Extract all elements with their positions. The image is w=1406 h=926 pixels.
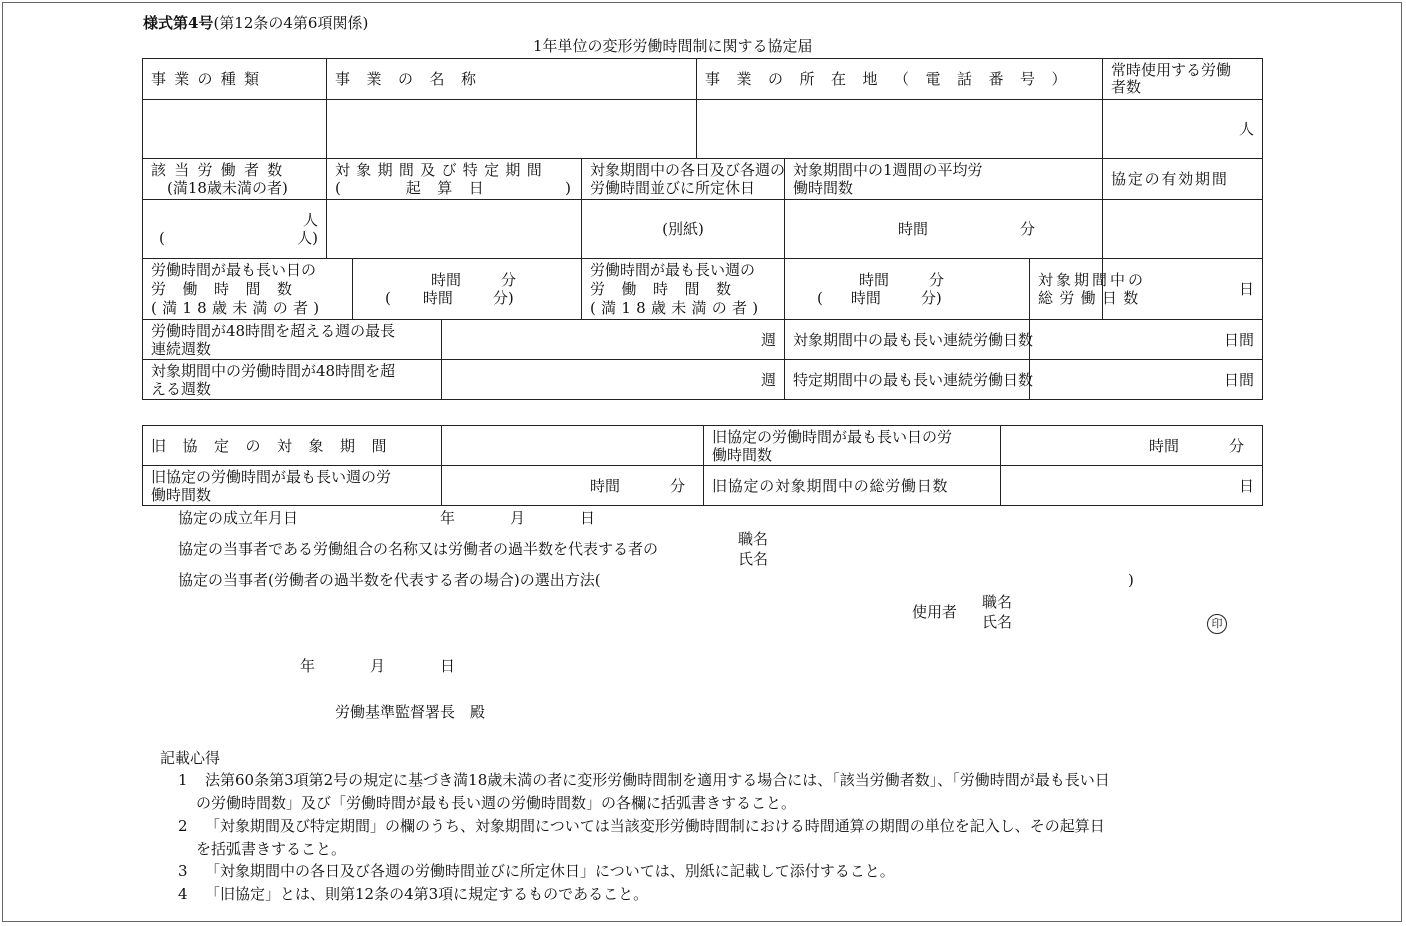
specific-consecutive-days-input[interactable]	[1030, 360, 1263, 400]
over48-max-weeks-input[interactable]	[442, 320, 785, 360]
note-2-line2: を括弧書きすること。	[196, 840, 347, 858]
business-type-header: 事業の種類	[151, 70, 268, 88]
over48-max-weeks-header-line2: 連続週数	[151, 339, 212, 358]
hours-unit: 時間	[431, 271, 462, 289]
over48-weeks-header-line2: える週数	[151, 379, 212, 398]
seal-text: 印	[1207, 614, 1227, 634]
minutes-unit: 分	[1229, 436, 1245, 455]
election-method-close: )	[1128, 571, 1134, 589]
longest-day-hours-input[interactable]	[353, 259, 582, 320]
old-total-days-input[interactable]	[1001, 466, 1263, 506]
note-3-line1: 「対象期間中の各日及び各週の労働時間並びに所定休日」については、別紙に記載して添付すること。	[205, 862, 895, 880]
note-1-line2: の労働時間数」及び「労働時間が最も長い週の労働時間数」の各欄に括弧書きすること。	[196, 794, 797, 812]
form-reference: (第12条の4第6項関係)	[213, 14, 369, 32]
regular-workers-header-line1: 常時使用する労働	[1111, 61, 1232, 79]
note-3-number: 3	[178, 862, 188, 880]
old-total-days-header: 旧協定の対象期間中の総労働日数	[712, 476, 949, 495]
submission-day: 日	[440, 657, 456, 675]
old-longest-day-header-line1: 旧協定の労働時間が最も長い日の労	[712, 427, 953, 446]
business-type-input[interactable]	[143, 100, 327, 159]
hours-unit: 時間	[590, 476, 621, 495]
minutes-unit: 分	[501, 271, 517, 289]
business-address-header: 事業の所在地（電話番号）	[705, 70, 1084, 88]
minutes-paren: 分)	[492, 289, 514, 307]
daily-hours-header-line2: 労働時間並びに所定休日	[590, 179, 756, 197]
applicable-workers-input[interactable]	[143, 200, 327, 259]
daily-hours-header-line1: 対象期間中の各日及び各週の	[590, 161, 786, 179]
submission-month: 月	[370, 657, 386, 675]
notes-heading: 記載心得	[160, 749, 221, 767]
hours-unit: 時間	[898, 220, 929, 238]
party-label: 協定の当事者である労働組合の名称又は労働者の過半数を代表する者の	[178, 540, 659, 558]
week-unit: 週	[761, 330, 777, 349]
days-unit: 日間	[1224, 330, 1255, 349]
business-name-input[interactable]	[327, 100, 697, 159]
week-unit: 週	[761, 370, 777, 389]
validity-period-input[interactable]	[1103, 200, 1263, 259]
paren-open: (	[817, 289, 823, 307]
period-paren-close: )	[565, 179, 571, 197]
applicable-minors-header: (満18歳未満の者)	[167, 179, 288, 197]
avg-weekly-hours-input[interactable]	[785, 200, 1103, 259]
old-period-header: 旧協定の対象期間	[151, 436, 404, 455]
old-longest-day-input[interactable]	[1001, 426, 1263, 466]
period-start-date-header: 起算日	[405, 179, 501, 197]
day-unit: 日	[1239, 280, 1255, 298]
agreement-date-label: 協定の成立年月日	[178, 509, 299, 527]
employer-position-label: 職名	[982, 593, 1013, 611]
minutes-unit: 分	[670, 476, 686, 495]
old-longest-week-header-line1: 旧協定の労働時間が最も長い週の労	[151, 467, 392, 486]
validity-period-header: 協定の有効期間	[1111, 170, 1229, 188]
form-label: 様式第4号	[143, 14, 214, 32]
hours-unit: 時間	[850, 289, 881, 307]
seal-mark-icon	[1207, 612, 1227, 634]
main-form-table	[142, 58, 1263, 400]
old-longest-week-input[interactable]	[442, 466, 704, 506]
longest-week-header-line2: 労働時間数	[590, 279, 748, 298]
period-header: 対象期間及び特定期間	[335, 161, 549, 179]
longest-day-header-line3: (満18歳未満の者)	[151, 298, 325, 317]
total-work-days-header-line1: 対象期間中の	[1038, 271, 1147, 289]
agreement-year: 年	[440, 509, 456, 527]
form-number	[143, 14, 368, 32]
old-longest-week-header-line2: 働時間数	[151, 485, 212, 504]
business-name-header: 事業の名称	[335, 70, 493, 88]
regular-workers-header-line2: 者数	[1111, 78, 1142, 96]
agreement-day: 日	[580, 509, 596, 527]
submission-year: 年	[300, 657, 316, 675]
period-input[interactable]	[327, 200, 582, 259]
note-4-line1: 「旧協定」とは、則第12条の4第3項に規定するものであること。	[205, 885, 649, 903]
applicable-workers-header: 該当労働者数	[151, 161, 291, 179]
election-method-label: 協定の当事者(労働者の過半数を代表する者の場合)の選出方法(	[178, 571, 601, 589]
total-work-days-header-line2: 総労働日数	[1038, 289, 1145, 307]
minutes-unit: 分	[1020, 220, 1036, 238]
daily-hours-input[interactable]	[582, 200, 785, 259]
note-2-number: 2	[178, 817, 188, 835]
note-2-line1: 「対象期間及び特定期間」の欄のうち、対象期間については当該変形労働時間制における時間通算の期間の単位を記入し、その起算日	[205, 817, 1105, 835]
longest-day-header-line1: 労働時間が最も長い日の	[151, 260, 317, 279]
form-title: 1年単位の変形労働時間制に関する協定届	[533, 37, 813, 55]
hours-unit: 時間	[422, 289, 453, 307]
over48-weeks-header-line1: 対象期間中の労働時間が48時間を超	[151, 361, 396, 380]
minutes-paren: 分)	[920, 289, 942, 307]
note-1-line1: 法第60条第3項第2号の規定に基づき満18歳未満の者に変形労働時間制を適用する場合には、「該当労働者数」、「労働時間が最も長い日	[205, 771, 1110, 789]
minutes-unit: 分	[929, 271, 945, 289]
avg-weekly-hours-header-line2: 働時間数	[793, 179, 854, 197]
days-unit: 日間	[1224, 370, 1255, 389]
paren-open: (	[385, 289, 391, 307]
hours-unit: 時間	[1149, 436, 1180, 455]
old-period-input[interactable]	[442, 426, 704, 466]
longest-consecutive-days-header: 対象期間中の最も長い連続労働日数	[793, 330, 1034, 349]
employer-name-label: 氏名	[982, 613, 1013, 631]
specific-consecutive-days-header: 特定期間中の最も長い連続労働日数	[793, 370, 1034, 389]
party-name-label: 氏名	[738, 550, 769, 568]
avg-weekly-hours-header-line1: 対象期間中の1週間の平均労	[793, 161, 983, 179]
longest-day-header-line2: 労働時間数	[151, 279, 309, 298]
separate-sheet-text: (別紙)	[662, 220, 704, 238]
agreement-month: 月	[510, 509, 526, 527]
longest-week-header-line1: 労働時間が最も長い週の	[590, 260, 756, 279]
party-position-label: 職名	[738, 530, 769, 548]
person-unit-paren: 人)	[297, 229, 318, 247]
recipient-label: 労働基準監督署長 殿	[335, 703, 486, 721]
note-1-number: 1	[178, 771, 188, 789]
longest-week-header-line3: (満18歳未満の者)	[590, 298, 764, 317]
person-unit: 人	[1239, 120, 1255, 138]
longest-consecutive-days-input[interactable]	[1030, 320, 1263, 360]
person-unit: 人	[302, 211, 318, 229]
day-unit: 日	[1238, 476, 1254, 495]
old-longest-day-header-line2: 働時間数	[712, 445, 773, 464]
longest-week-hours-input[interactable]	[785, 259, 1030, 320]
employer-label: 使用者	[912, 603, 958, 621]
hours-unit: 時間	[859, 271, 890, 289]
period-paren-open: (	[335, 179, 341, 197]
old-agreement-table	[142, 425, 1263, 506]
over48-max-weeks-header-line1: 労働時間が48時間を超える週の最長	[151, 321, 396, 340]
regular-workers-input[interactable]	[1103, 100, 1263, 159]
paren-open: (	[159, 229, 165, 247]
business-address-input[interactable]	[697, 100, 1103, 159]
note-4-number: 4	[178, 885, 188, 903]
over48-weeks-input[interactable]	[442, 360, 785, 400]
